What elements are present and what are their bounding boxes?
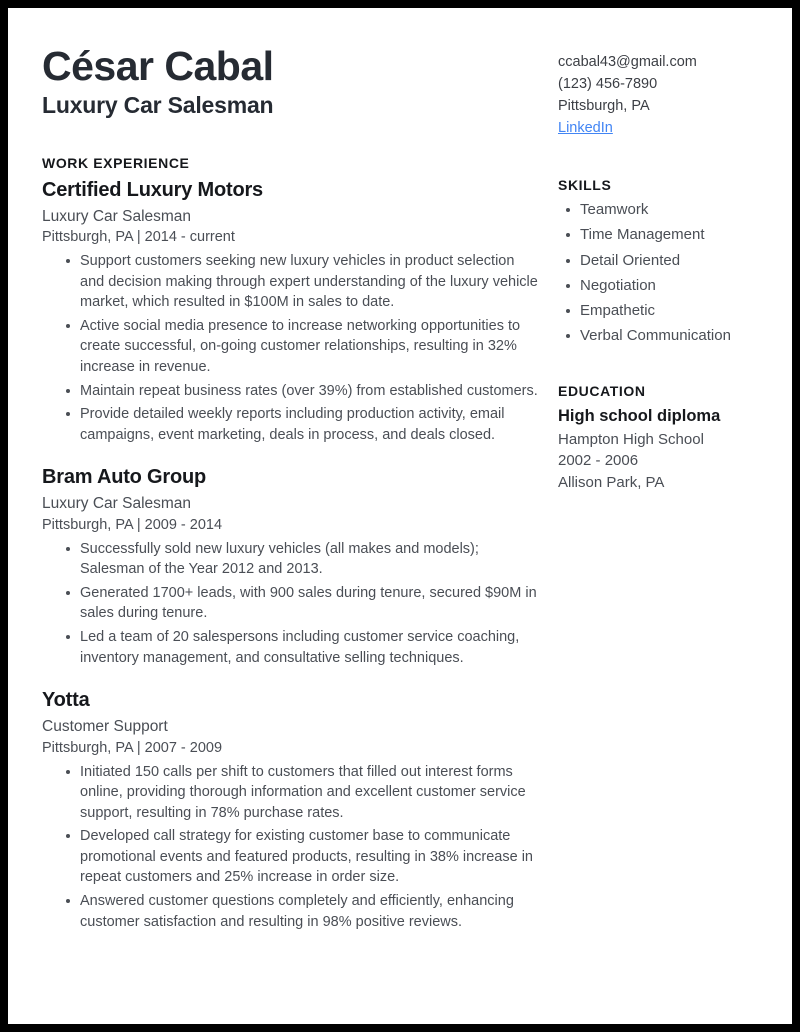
candidate-headline: Luxury Car Salesman [42, 92, 274, 119]
skills-list [558, 200, 778, 347]
job-role: Luxury Car Salesman [42, 207, 192, 225]
resume-columns [8, 8, 792, 935]
linkedin-link[interactable]: LinkedIn [558, 120, 613, 137]
job-entry [42, 178, 542, 446]
skill-item: Verbal Communication [564, 326, 778, 346]
education-section-title: EDUCATION [558, 382, 646, 399]
skill-item: Negotiation [564, 276, 778, 296]
job-location-dates: Pittsburgh, PA | 2014 - current [42, 229, 235, 246]
job-bullet: Answered customer questions completely and efficiently, enhancing customer satisfaction and resulting in 98% positive reviews. [64, 891, 542, 932]
job-entry [42, 688, 542, 932]
skills-section-title: SKILLS [558, 177, 612, 194]
job-bullet: Maintain repeat business rates (over 39%) from established customers. [64, 381, 542, 402]
skill-item: Time Management [564, 225, 778, 245]
education-entry [558, 406, 778, 493]
skill-item: Teamwork [564, 200, 778, 220]
contact-location: Pittsburgh, PA [558, 98, 650, 115]
header-block [42, 44, 542, 119]
job-location-dates: Pittsburgh, PA | 2009 - 2014 [42, 516, 223, 533]
contact-phone: (123) 456-7890 [558, 76, 658, 93]
job-bullets [42, 251, 542, 445]
job-entry [42, 465, 542, 668]
job-company: Bram Auto Group [42, 466, 207, 489]
job-bullet: Generated 1700+ leads, with 900 sales during tenure, secured $90M in sales during tenure. [64, 583, 542, 624]
work-experience-section-title: WORK EXPERIENCE [42, 154, 190, 171]
candidate-name: César Cabal [42, 43, 274, 89]
job-role: Luxury Car Salesman [42, 495, 192, 513]
job-bullet: Led a team of 20 salespersons including customer service coaching, inventory management, and consultative selling techniques. [64, 627, 542, 668]
job-location-dates: Pittsburgh, PA | 2007 - 2009 [42, 739, 223, 756]
job-bullet: Active social media presence to increase networking opportunities to create successful, on-going customer relationships, resulting in 32% increase in revenue. [64, 316, 542, 378]
job-bullet: Successfully sold new luxury vehicles (all makes and models); Salesman of the Year 2012 and 2013. [64, 539, 542, 580]
education-school: Hampton High School [558, 431, 704, 449]
education-location: Allison Park, PA [558, 473, 665, 491]
work-experience-list [42, 178, 542, 932]
job-company: Certified Luxury Motors [42, 178, 263, 201]
job-company: Yotta [42, 689, 90, 712]
job-bullets [42, 539, 542, 668]
main-column [42, 44, 542, 935]
job-role: Customer Support [42, 718, 168, 736]
contact-email: ccabal43@gmail.com [558, 54, 697, 70]
job-bullet: Provide detailed weekly reports including production activity, email campaigns, event marketing, deals in process, and deals closed. [64, 404, 542, 445]
job-bullets [42, 762, 542, 933]
sidebar-column [558, 44, 778, 935]
job-bullet: Developed call strategy for existing customer base to communicate promotional events and featured products, resulting in 38% increase in repeat customers and 25% increase in order size. [64, 826, 542, 888]
resume-page [8, 8, 792, 1024]
job-bullet: Initiated 150 calls per shift to customers that filled out interest forms online, providing thorough information and excellent customer service support, resulting in 78% purchase rates. [64, 762, 542, 824]
education-degree: High school diploma [558, 406, 721, 425]
skill-item: Detail Oriented [564, 251, 778, 271]
contact-block [558, 51, 778, 139]
education-years: 2002 - 2006 [558, 452, 639, 470]
skill-item: Empathetic [564, 301, 778, 321]
job-bullet: Support customers seeking new luxury vehicles in product selection and decision making through expert understanding of the luxury vehicle market, which resulted in $100M in sales to date. [64, 251, 542, 313]
